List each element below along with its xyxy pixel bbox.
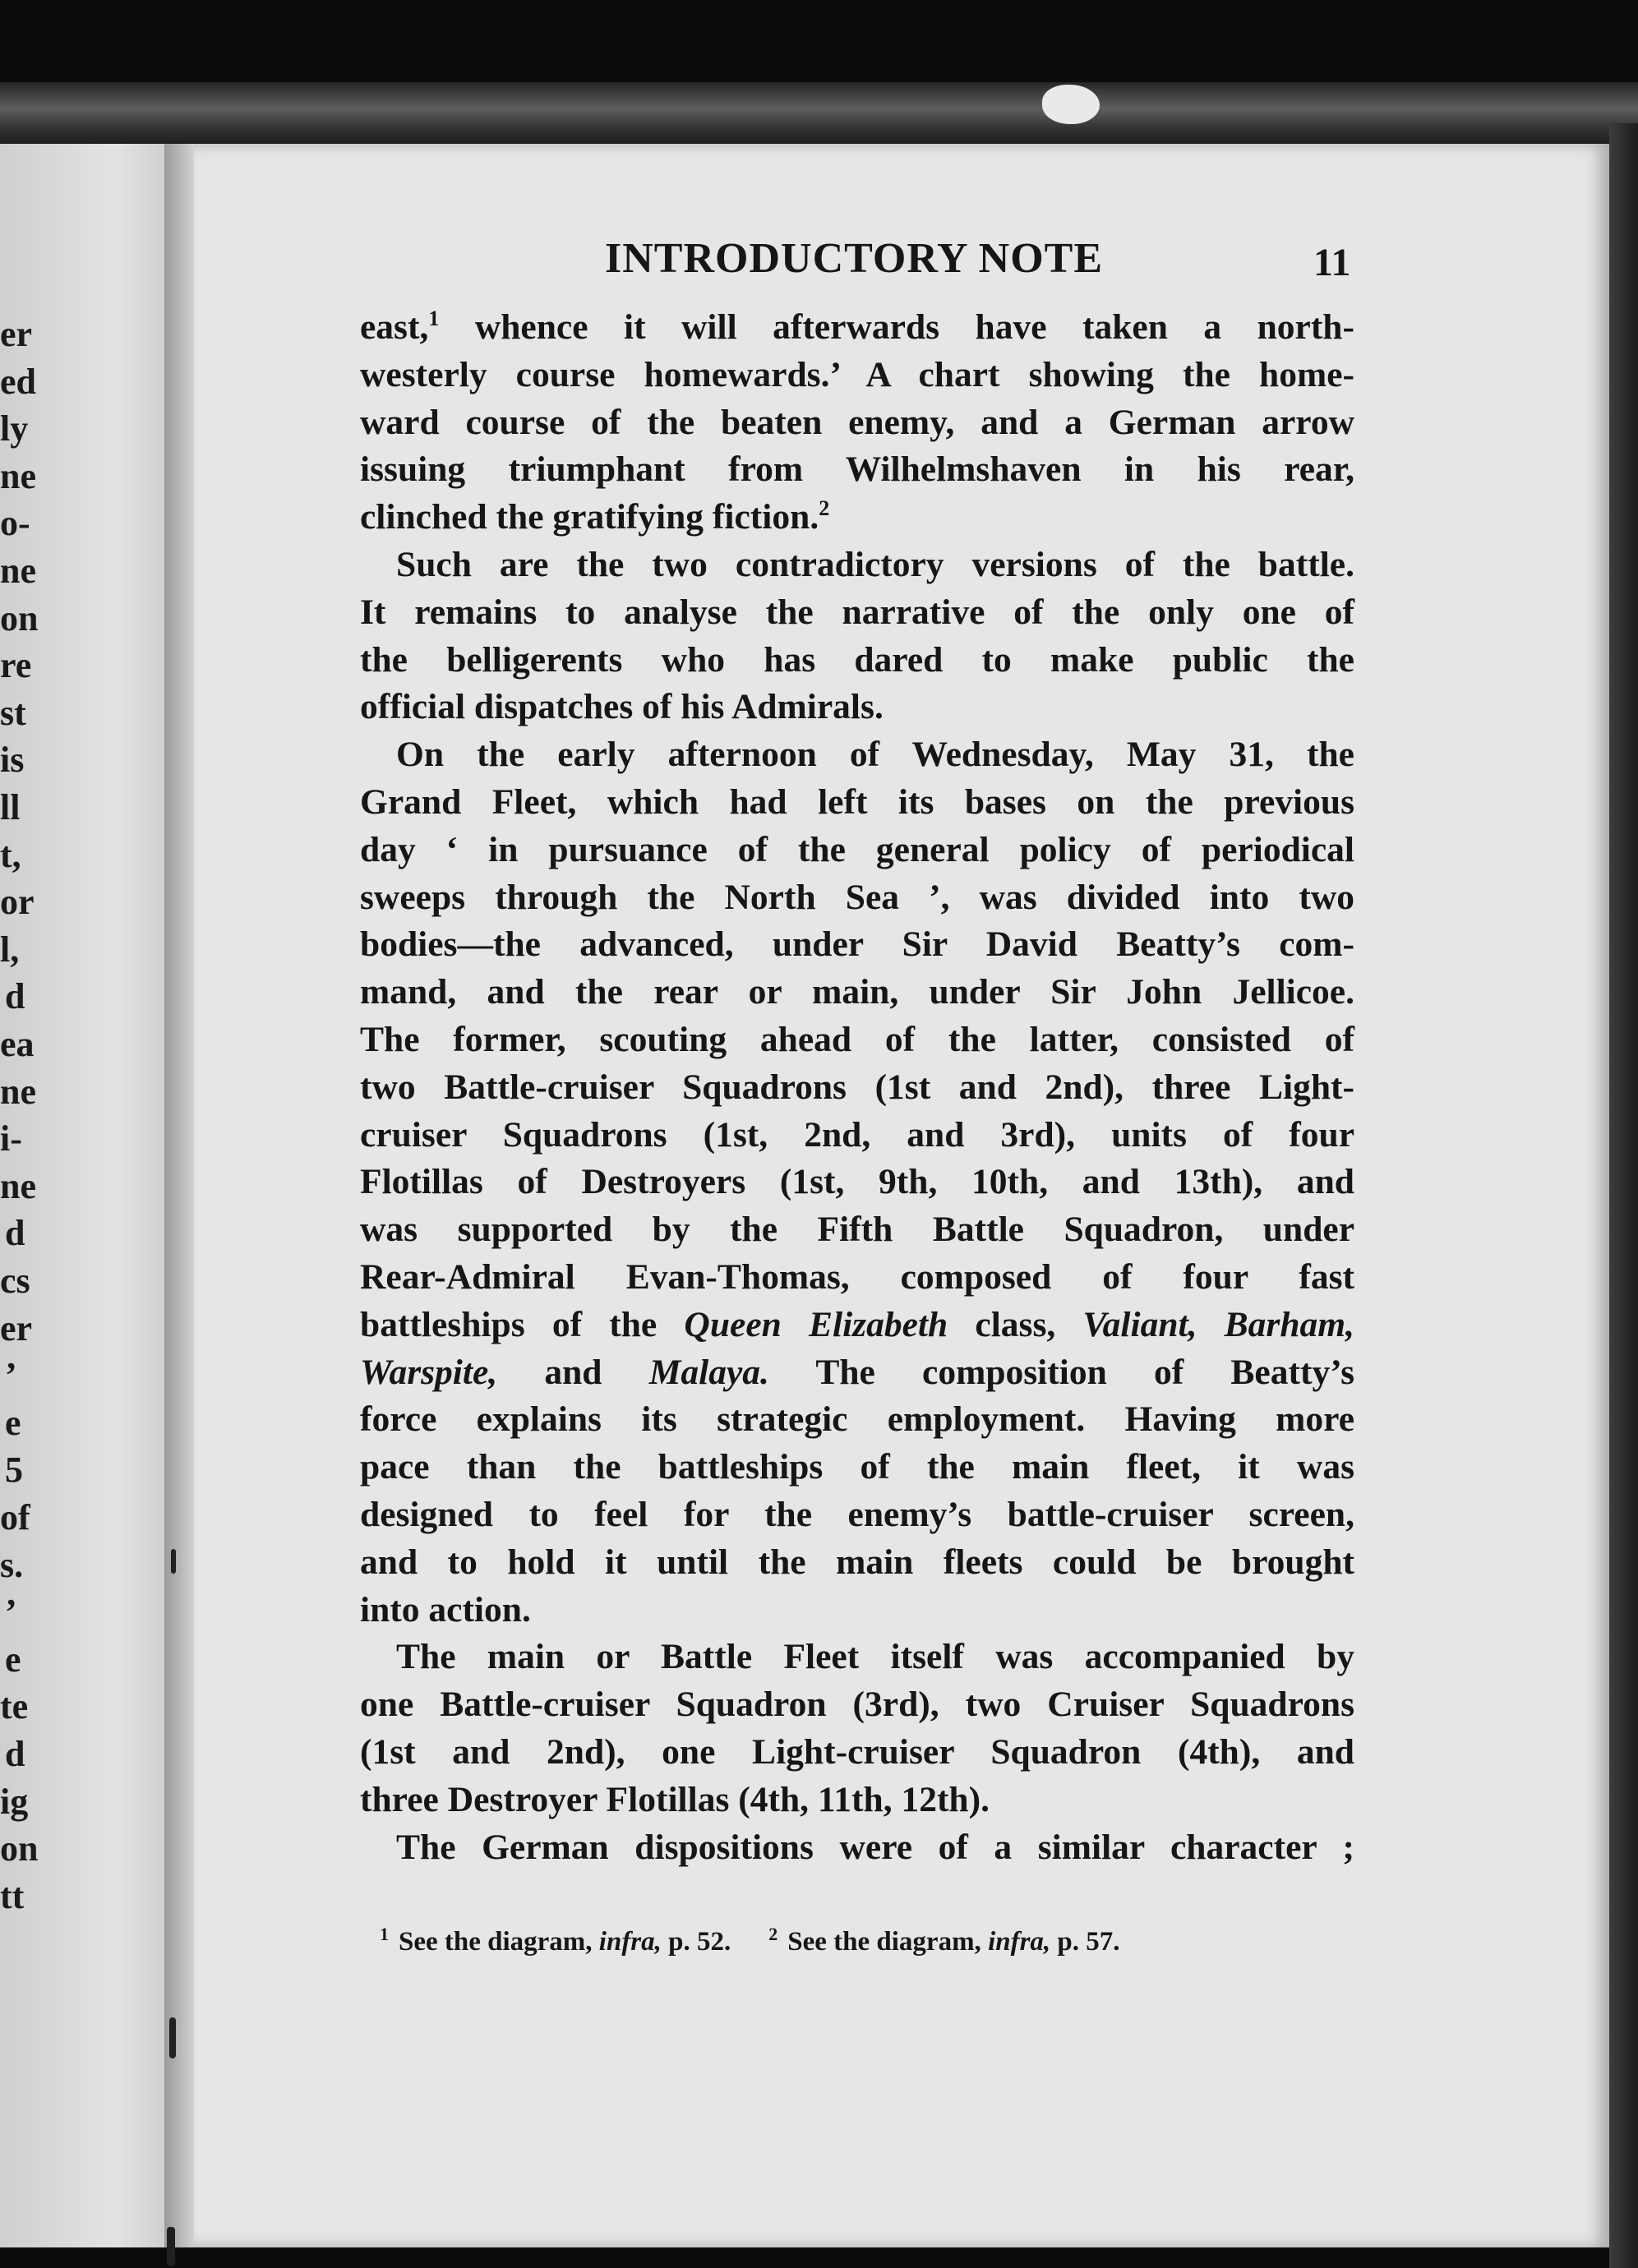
page-number: 11 (1313, 241, 1351, 284)
text-run: bodies—the advanced, under Sir David Beatty’s com- (360, 924, 1354, 965)
text-line (360, 731, 1354, 779)
text-run: and (497, 1352, 649, 1392)
text-line (360, 684, 1354, 731)
text-run: Such are the two contradictory versions of the battle. (396, 544, 1354, 584)
text-run: p. 57. (1050, 1927, 1120, 1957)
footnote-marker: 2 (819, 496, 830, 521)
text-run: designed to feel for the enemy’s battle-cruiser screen, (360, 1494, 1354, 1534)
paragraph (360, 542, 1354, 731)
text-run: the belligerents who has dared to make public the (360, 639, 1354, 680)
text-line (360, 542, 1354, 589)
text-run: The German dispositions were of a similar character ; (396, 1827, 1354, 1867)
text-run: three Destroyer Flotillas (4th, 11th, 12th). (360, 1779, 990, 1819)
facing-page-fragment: t, (0, 834, 21, 875)
facing-page-fragment: ly (0, 408, 29, 449)
paragraph (360, 304, 1354, 542)
italic-text: infra, (598, 1927, 662, 1957)
text-run: (1st and 2nd), one Light-cruiser Squadron (4th), and (360, 1731, 1354, 1772)
footnote (380, 1924, 731, 1957)
italic-text: infra, (988, 1927, 1051, 1957)
text-run: It remains to analyse the narrative of the only one of (360, 592, 1354, 632)
book-gutter (164, 144, 197, 2247)
text-line (360, 637, 1354, 685)
text-line (360, 352, 1354, 399)
footnotes (380, 1924, 1333, 1957)
facing-page-fragment: d (5, 976, 25, 1017)
text-line (360, 1064, 1354, 1112)
text-line (360, 1777, 1354, 1824)
text-line (360, 1206, 1354, 1254)
footnote-marker: 2 (768, 1924, 778, 1944)
facing-page-fragment: ne (0, 551, 36, 591)
facing-page-fragment: 5 (5, 1450, 23, 1491)
text-line (360, 1349, 1354, 1397)
paragraph (360, 1824, 1354, 1872)
facing-page-fragment: on (0, 1828, 39, 1869)
text-run: force explains its strategic employment. Having more (360, 1399, 1354, 1440)
facing-page-fragment: or (0, 882, 35, 923)
text-line (360, 399, 1354, 447)
text-line (360, 1681, 1354, 1729)
text-line (360, 1016, 1354, 1064)
facing-page-edge (0, 144, 164, 2247)
text-line (360, 1539, 1354, 1587)
facing-page-fragment: ’ (5, 1355, 17, 1396)
text-run: one Battle-cruiser Squadron (3rd), two Cruiser Squadrons (360, 1685, 1354, 1725)
text-run: sweeps through the North Sea ’, was divided into two (360, 877, 1354, 917)
text-run: mand, and the rear or main, under Sir John Jellicoe. (360, 972, 1354, 1012)
text-line (360, 1444, 1354, 1491)
facing-page-fragment: d (5, 1734, 25, 1774)
running-head: INTRODUCTORY NOTE (605, 235, 1104, 282)
footnote (768, 1924, 1120, 1957)
text-run: westerly course homewards.’ A chart showing the home- (360, 354, 1354, 394)
facing-page-fragment: ig (0, 1781, 29, 1822)
facing-page-fragment: ed (0, 361, 36, 402)
text-run: battleships of the (360, 1304, 685, 1344)
facing-page-fragment: o- (0, 503, 30, 544)
text-line (360, 494, 1354, 542)
facing-page-fragment: st (0, 692, 26, 733)
facing-page-fragment: te (0, 1686, 29, 1727)
text-run: Rear-Admiral Evan-Thomas, composed of four fast (360, 1256, 1354, 1297)
text-line (360, 446, 1354, 494)
text-run: The composition of Beatty’s (768, 1352, 1354, 1392)
facing-page-fragment: tt (0, 1875, 25, 1916)
facing-page-fragment: e (5, 1402, 21, 1443)
text-run: clinched the gratifying fiction. (360, 497, 819, 537)
text-run: See the diagram, (787, 1927, 989, 1957)
italic-text: Queen Elizabeth (684, 1304, 948, 1344)
text-line (360, 1396, 1354, 1444)
margin-mark (169, 2017, 176, 2058)
text-run: into action. (360, 1589, 531, 1630)
facing-page-fragment: of (0, 1497, 30, 1537)
text-line (360, 1491, 1354, 1539)
facing-page-fragment: i- (0, 1118, 22, 1159)
text-run: The former, scouting ahead of the latter, consisted of (360, 1019, 1354, 1059)
text-run: p. 52. (661, 1927, 731, 1957)
footnote-marker: 1 (380, 1924, 389, 1944)
text-run: issuing triumphant from Wilhelmshaven in his rear, (360, 449, 1354, 490)
text-line (360, 1159, 1354, 1206)
text-run: was supported by the Fifth Battle Squadron, under (360, 1210, 1354, 1250)
facing-page-fragment: ll (0, 787, 21, 827)
facing-page-fragment: d (5, 1213, 25, 1254)
text-line (360, 969, 1354, 1016)
facing-page-fragment: ne (0, 1071, 36, 1112)
facing-page-fragment: s. (0, 1544, 24, 1585)
facing-page-fragment: ’ (5, 1592, 17, 1633)
text-line (360, 1112, 1354, 1159)
text-line (360, 921, 1354, 969)
text-line (360, 874, 1354, 922)
facing-page-fragment: ne (0, 1165, 36, 1206)
body-text (360, 304, 1354, 1871)
text-line (360, 1634, 1354, 1681)
text-run: two Battle-cruiser Squadrons (1st and 2nd), three Light- (360, 1067, 1354, 1107)
text-line (360, 779, 1354, 827)
text-run: Flotillas of Destroyers (1st, 9th, 10th, and 13th), and (360, 1162, 1354, 1202)
text-run: day ‘ in pursuance of the general policy of periodical (360, 829, 1354, 869)
facing-page-fragment: er (0, 1307, 33, 1348)
text-run: On the early afternoon of Wednesday, May 31, the (396, 735, 1354, 775)
text-run: east, (360, 307, 429, 347)
facing-page-fragment: er (0, 314, 33, 354)
italic-text: Warspite, (360, 1352, 498, 1392)
facing-page-fragment: ea (0, 1024, 35, 1064)
scan-blemish (1042, 85, 1100, 124)
text-line (360, 1254, 1354, 1302)
text-line (360, 304, 1354, 352)
facing-page-fragment: is (0, 740, 25, 781)
text-run: pace than the battleships of the main fleet, it was (360, 1447, 1354, 1487)
text-line (360, 1302, 1354, 1349)
facing-page-fragment: re (0, 645, 32, 686)
facing-page-fragment: e (5, 1639, 21, 1680)
text-line (360, 589, 1354, 637)
facing-page-fragment: cs (0, 1261, 30, 1301)
italic-text: Malaya. (648, 1352, 769, 1392)
text-run: ward course of the beaten enemy, and a German arrow (360, 402, 1354, 442)
paragraph (360, 731, 1354, 1634)
text-line (360, 1729, 1354, 1777)
text-line (360, 827, 1354, 874)
text-line (360, 1824, 1354, 1872)
facing-page-fragment: l, (0, 929, 20, 970)
text-run: whence it will afterwards have taken a north- (439, 307, 1354, 347)
margin-mark (171, 1549, 176, 1574)
facing-page-fragment: on (0, 597, 39, 638)
text-run: class, (948, 1304, 1083, 1344)
text-run: The main or Battle Fleet itself was accompanied by (396, 1637, 1354, 1677)
text-run: cruiser Squadrons (1st, 2nd, and 3rd), units of four (360, 1114, 1354, 1155)
facing-page-fragment: ne (0, 455, 36, 496)
text-run: See the diagram, (399, 1927, 599, 1957)
book-cover-edge (1609, 123, 1638, 2268)
footnote-marker: 1 (428, 307, 440, 330)
scan-top-border (0, 82, 1638, 148)
paragraph (360, 1634, 1354, 1823)
text-run: Grand Fleet, which had left its bases on the previous (360, 781, 1354, 822)
text-run: official dispatches of his Admirals. (360, 687, 884, 727)
margin-mark (167, 2227, 175, 2266)
text-run: and to hold it until the main fleets could be brought (360, 1542, 1354, 1582)
text-line (360, 1587, 1354, 1634)
italic-text: Valiant, Barham, (1082, 1304, 1354, 1344)
